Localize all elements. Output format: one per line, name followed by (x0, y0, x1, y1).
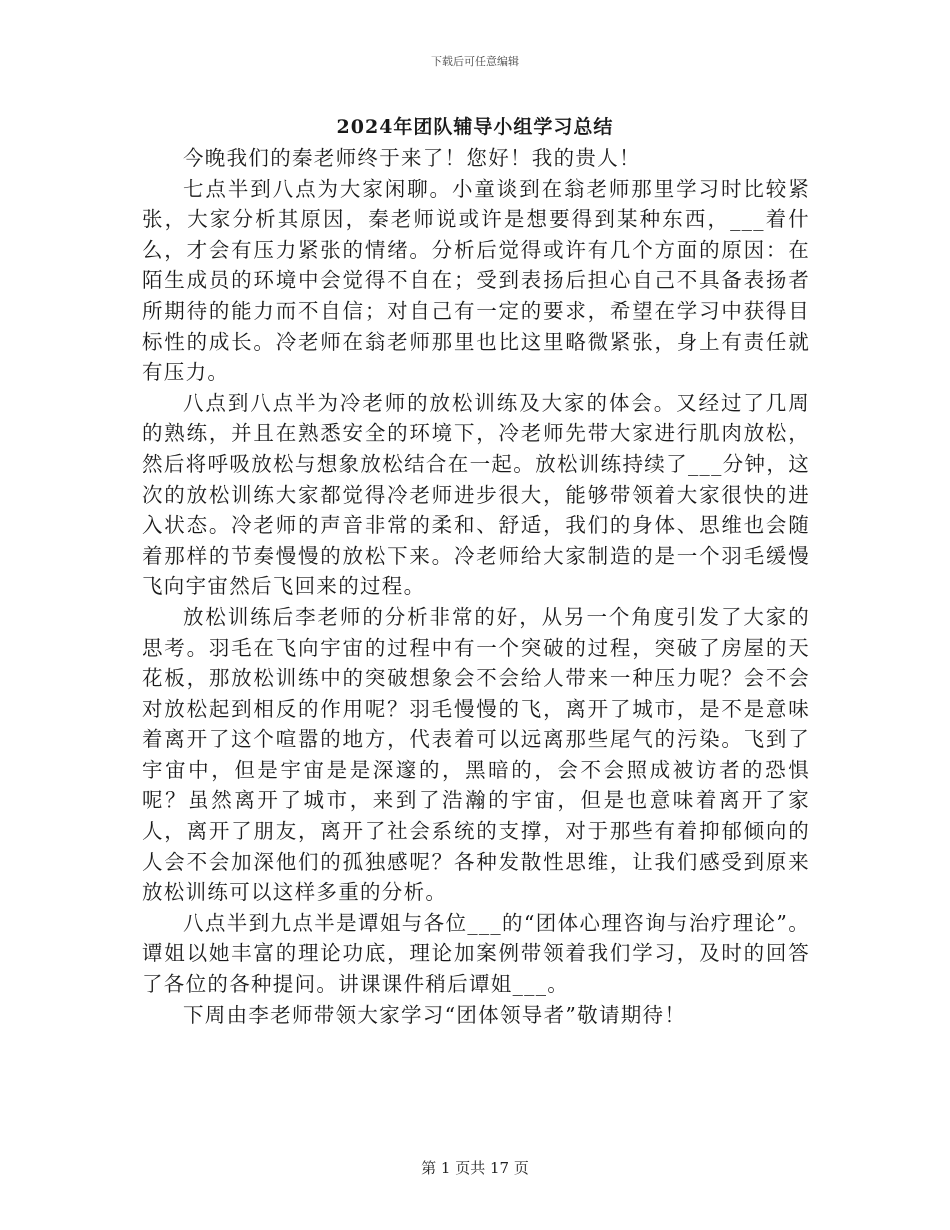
paragraph: 八点到八点半为冷老师的放松训练及大家的体会。又经过了几周的熟练，并且在熟悉安全的环境下，冷老师先带大家进行肌肉放松，然后将呼吸放松与想象放松结合在一起。放松训练持续了___分钟，这次的放松训练大家都觉得冷老师进步很大，能够带领着大家很快的进入状态。冷老师的声音非常的柔和、舒适，我们的身体、思维也会随着那样的节奏慢慢的放松下来。冷老师给大家制造的是一个羽毛缓慢飞向宇宙然后飞回来的过程。 (142, 390, 810, 599)
page-number: 第 1 页共 17 页 (421, 1159, 529, 1177)
paragraph: 今晚我们的秦老师终于来了！您好！我的贵人！ (183, 146, 641, 170)
page-header-note: 下载后可任意编辑 (431, 55, 519, 68)
document-body (142, 143, 810, 1030)
paragraph: 放松训练后李老师的分析非常的好，从另一个角度引发了大家的思考。羽毛在飞向宇宙的过程中有一个突破的过程，突破了房屋的天花板，那放松训练中的突破想象会不会给人带来一种压力呢？会不会对放松起到相反的作用呢？羽毛慢慢的飞，离开了城市，是不是意味着离开了这个喧嚣的地方，代表着可以远离那些尾气的污染。飞到了宇宙中，但是宇宙是是深邃的，黑暗的，会不会照成被访者的恐惧呢？虽然离开了城市，来到了浩瀚的宇宙，但是也意味着离开了家人，离开了朋友，离开了社会系统的支撑，对于那些有着抑郁倾向的人会不会加深他们的孤独感呢？各种发散性思维，让我们感受到原来放松训练可以这样多重的分析。 (142, 604, 810, 905)
document-title: 2024年团队辅导小组学习总结 (336, 116, 614, 138)
paragraph: 下周由李老师带领大家学习“团体领导者”敬请期待！ (183, 1002, 687, 1027)
paragraph: 八点半到九点半是谭姐与各位___的“团体心理咨询与治疗理论”。谭姐以她丰富的理论功底，理论加案例带领着我们学习，及时的回答了各位的各种提问。讲课课件稍后谭姐___。 (142, 910, 810, 997)
paragraph: 七点半到八点为大家闲聊。小童谈到在翁老师那里学习时比较紧张，大家分析其原因，秦老师说或许是想要得到某种东西，___着什么，才会有压力紧张的情绪。分析后觉得或许有几个方面的原因：在陌生成员的环境中会觉得不自在；受到表扬后担心自己不具备表扬者所期待的能力而不自信；对自己有一定的要求，希望在学习中获得目标性的成长。冷老师在翁老师那里也比这里略微紧张，身上有责任就有压力。 (142, 176, 810, 385)
